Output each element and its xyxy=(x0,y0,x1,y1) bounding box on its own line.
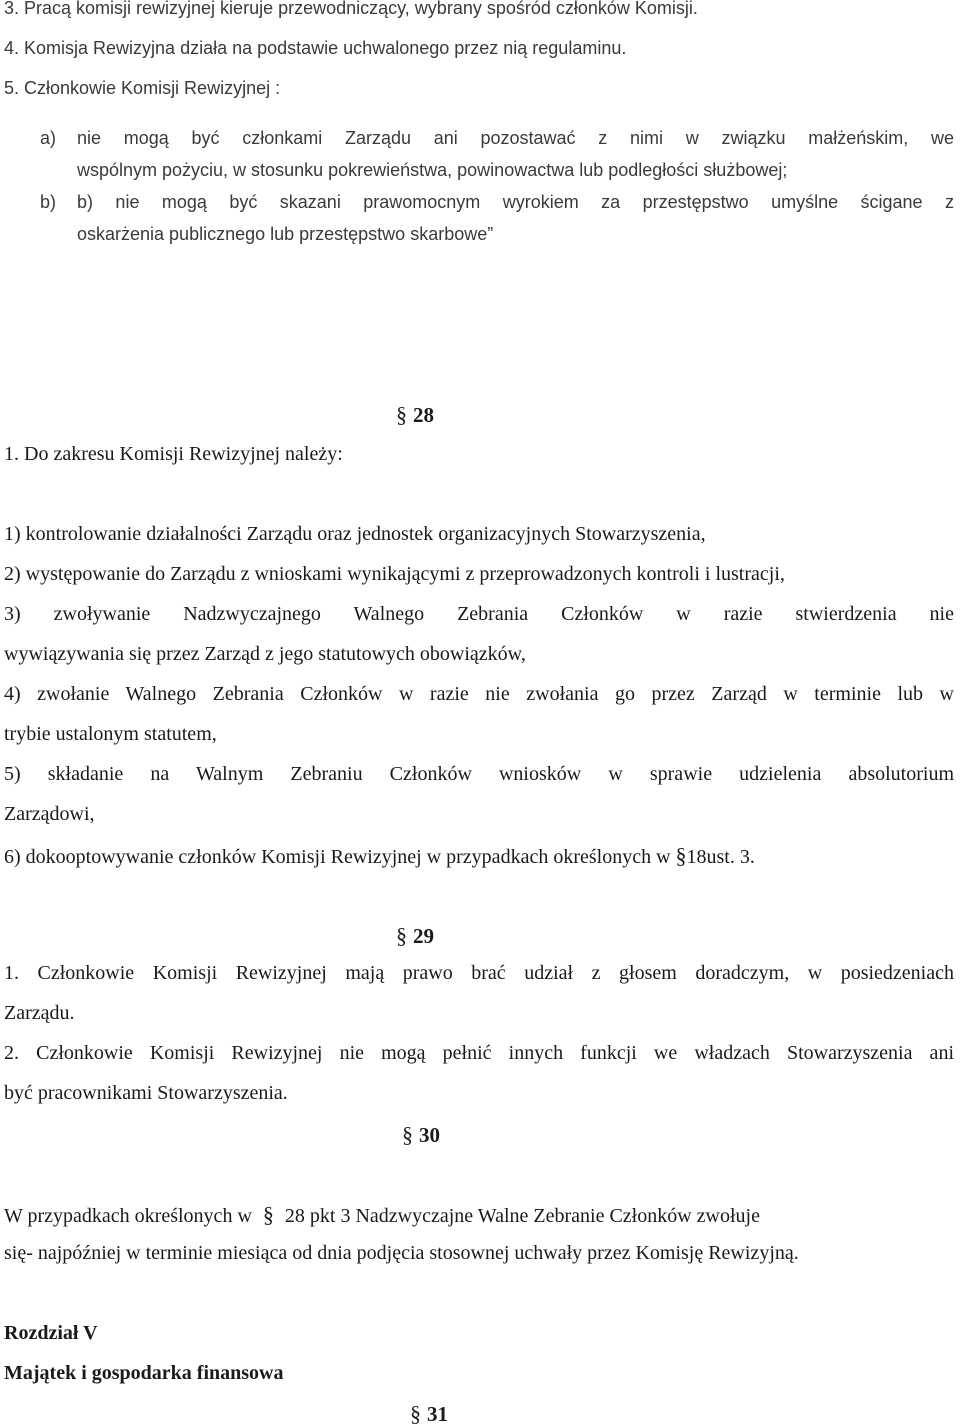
section-symbol: § xyxy=(396,923,407,948)
section-number: 29 xyxy=(413,924,434,948)
section-number: 30 xyxy=(419,1123,440,1147)
s28-item-6 xyxy=(4,843,755,869)
chapter-subtitle: Majątek i gospodarka finansowa xyxy=(4,1362,284,1384)
item-a-line-2: wspólnym pożyciu, w stosunku pokrewieństwa, powinowactwa lub podległości służbowej; xyxy=(77,160,788,180)
chapter-title: Rozdział V xyxy=(4,1322,98,1344)
section-28-lead: 1. Do zakresu Komisji Rewizyjnej należy: xyxy=(4,443,343,465)
item-a-label: a) xyxy=(40,128,57,148)
s28-item-3-line-2: wywiązywania się przez Zarząd z jego statutowych obowiązków, xyxy=(4,643,526,665)
s28-item-3-line-1: 3) zwoływanie Nadzwyczajnego Walnego Zebrania Członków w razie stwierdzenia nie xyxy=(4,603,954,625)
s30-line-1 xyxy=(4,1202,760,1228)
section-symbol: § xyxy=(262,1202,274,1227)
s29-paragraph-1-line-2: Zarządu. xyxy=(4,1002,75,1024)
s30-line-2: się- najpóźniej w terminie miesiąca od dnia podjęcia stosownej uchwały przez Komisję Rewizyjną. xyxy=(4,1242,799,1264)
paragraph-4: 4. Komisja Rewizyjna działa na podstawie uchwalonego przez nią regulaminu. xyxy=(4,38,627,58)
s28-item-4-line-1: 4) zwołanie Walnego Zebrania Członków w razie nie zwołania go przez Zarząd w terminie lub w xyxy=(4,683,954,705)
item-b-line-2: oskarżenia publicznego lub przestępstwo skarbowe” xyxy=(77,224,494,244)
s29-paragraph-2-line-2: być pracownikami Stowarzyszenia. xyxy=(4,1082,288,1104)
s30-text-end: 28 pkt 3 Nadzwyczajne Walne Zebranie Członków zwołuje xyxy=(279,1205,760,1227)
s28-item-4-line-2: trybie ustalonym statutem, xyxy=(4,723,217,745)
section-symbol: § xyxy=(675,843,687,868)
s28-item-2: 2) występowanie do Zarządu z wnioskami wynikającymi z przeprowadzonych kontroli i lustracji, xyxy=(4,563,785,585)
section-31-heading xyxy=(410,1401,448,1427)
s28-item-5-line-2: Zarządowi, xyxy=(4,803,95,825)
section-30-heading xyxy=(402,1122,440,1148)
section-28-heading xyxy=(396,402,434,428)
section-29-heading xyxy=(396,923,434,949)
paragraph-5: 5. Członkowie Komisji Rewizyjnej : xyxy=(4,78,281,98)
s28-item-6-text: 6) dokooptowywanie członków Komisji Rewizyjnej w przypadkach określonych w xyxy=(4,846,676,868)
s28-item-1: 1) kontrolowanie działalności Zarządu oraz jednostek organizacyjnych Stowarzyszenia, xyxy=(4,523,706,545)
item-b-line-1: b) nie mogą być skazani prawomocnym wyrokiem za przestępstwo umyślne ścigane z xyxy=(77,192,954,212)
s30-text-start: W przypadkach określonych w xyxy=(4,1205,257,1227)
s28-item-6-ref: 18ust. 3. xyxy=(686,846,755,868)
item-b-label: b) xyxy=(40,192,57,212)
s29-paragraph-1-line-1: 1. Członkowie Komisji Rewizyjnej mają prawo brać udział z głosem doradczym, w posiedzeniach xyxy=(4,962,954,984)
section-symbol: § xyxy=(396,402,407,427)
section-number: 31 xyxy=(427,1402,448,1426)
item-a-line-1: nie mogą być członkami Zarządu ani pozostawać z nimi w związku małżeńskim, we xyxy=(77,128,954,148)
section-symbol: § xyxy=(410,1401,421,1426)
s28-item-5-line-1: 5) składanie na Walnym Zebraniu Członków wniosków w sprawie udzielenia absolutorium xyxy=(4,763,954,785)
section-number: 28 xyxy=(413,403,434,427)
section-symbol: § xyxy=(402,1122,413,1147)
paragraph-3: 3. Pracą komisji rewizyjnej kieruje przewodniczący, wybrany spośród członków Komisji. xyxy=(4,0,698,18)
s29-paragraph-2-line-1: 2. Członkowie Komisji Rewizyjnej nie mogą pełnić innych funkcji we władzach Stowarzyszenia ani xyxy=(4,1042,954,1064)
